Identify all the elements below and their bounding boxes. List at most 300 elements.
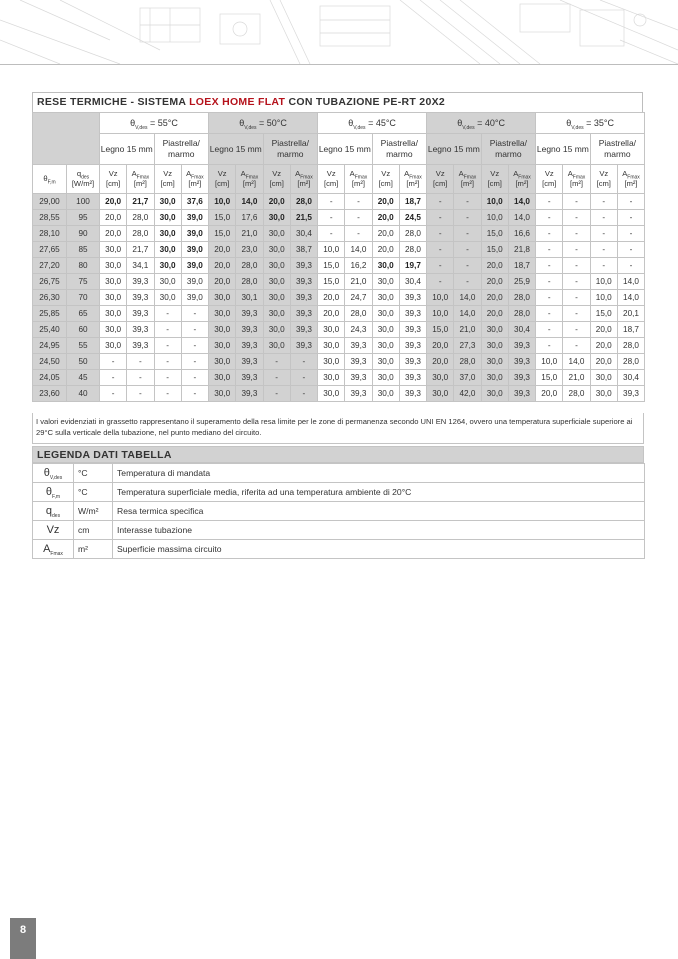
a-fmax-subscript: Fmax	[191, 174, 204, 181]
value-cell: 14,0	[508, 210, 535, 226]
q-des-cell: 60	[67, 322, 100, 338]
value-cell: -	[563, 242, 590, 258]
theta-fm-subscript: F,m	[47, 179, 56, 186]
value-cell: 30,4	[290, 226, 317, 242]
value-cell: 21,0	[236, 226, 263, 242]
value-cell: 20,0	[372, 194, 399, 210]
value-cell: 30,0	[154, 258, 181, 274]
a-fmax-unit: [m²]	[188, 179, 202, 188]
value-cell: 42,0	[454, 386, 481, 402]
value-cell: 30,0	[590, 370, 617, 386]
value-cell: 28,0	[236, 258, 263, 274]
vz-label: Vz	[490, 169, 500, 178]
value-cell: -	[454, 194, 481, 210]
theta-fm-symbol: θ	[43, 174, 48, 183]
value-cell: -	[318, 210, 345, 226]
floor-type-piastrella: Piastrella/ marmo	[263, 134, 318, 165]
value-cell: 10,0	[209, 194, 236, 210]
value-cell: -	[154, 354, 181, 370]
value-cell: -	[590, 194, 617, 210]
value-cell: 24,3	[345, 322, 372, 338]
table-row	[33, 322, 645, 338]
value-cell: 24,7	[345, 290, 372, 306]
a-fmax-header	[236, 165, 263, 194]
value-cell: -	[318, 194, 345, 210]
value-cell: 28,0	[399, 242, 426, 258]
value-cell: 39,3	[127, 338, 154, 354]
value-cell: 28,0	[454, 354, 481, 370]
legend-unit: °C	[74, 483, 113, 502]
a-fmax-symbol: A	[240, 169, 246, 178]
vz-unit: [cm]	[378, 179, 393, 188]
value-cell: 30,0	[372, 354, 399, 370]
vz-unit: [cm]	[542, 179, 557, 188]
units-header-row	[33, 165, 645, 194]
value-cell: -	[427, 226, 454, 242]
value-cell: 39,3	[290, 338, 317, 354]
value-cell: -	[536, 242, 563, 258]
value-cell: 17,6	[236, 210, 263, 226]
value-cell: 28,0	[617, 338, 644, 354]
title-highlight: LOEX HOME FLAT	[189, 96, 286, 108]
value-cell: 39,3	[236, 322, 263, 338]
value-cell: 30,0	[372, 370, 399, 386]
value-cell: 39,3	[399, 354, 426, 370]
value-cell: 37,0	[454, 370, 481, 386]
floor-type-piastrella: Piastrella/ marmo	[154, 134, 209, 165]
value-cell: -	[536, 338, 563, 354]
value-cell: -	[590, 226, 617, 242]
value-cell: 15,0	[209, 210, 236, 226]
vz-label: Vz	[217, 169, 227, 178]
vz-unit: [cm]	[105, 179, 121, 188]
table-row	[33, 274, 645, 290]
value-cell: -	[427, 194, 454, 210]
page-number: 8	[10, 918, 36, 959]
a-fmax-unit: [m²]	[406, 179, 420, 188]
legend-description: Temperatura di mandata	[113, 464, 645, 483]
value-cell: -	[563, 290, 590, 306]
vz-unit: [cm]	[433, 179, 448, 188]
theta-vdes-header	[536, 113, 645, 134]
theta-vdes-value: = 40°C	[474, 118, 505, 128]
value-cell: 30,0	[318, 370, 345, 386]
theta-vdes-symbol: θ	[239, 118, 245, 128]
value-cell: 20,0	[318, 306, 345, 322]
vz-unit: [cm]	[269, 179, 284, 188]
legend-row	[33, 464, 645, 483]
value-cell: 30,0	[263, 290, 290, 306]
value-cell: 30,0	[263, 258, 290, 274]
theta-fm-cell: 25,85	[33, 306, 67, 322]
value-cell: 39,3	[399, 386, 426, 402]
value-cell: -	[427, 242, 454, 258]
value-cell: -	[563, 226, 590, 242]
value-cell: -	[617, 258, 644, 274]
value-cell: 39,3	[290, 274, 317, 290]
value-cell: -	[536, 226, 563, 242]
legend-symbol: θ	[45, 486, 53, 498]
a-fmax-header	[454, 165, 481, 194]
value-cell: 28,0	[345, 306, 372, 322]
value-cell: 39,0	[181, 226, 208, 242]
theta-vdes-header	[100, 113, 209, 134]
a-fmax-symbol: A	[622, 169, 628, 178]
value-cell: -	[345, 194, 372, 210]
vz-label: Vz	[108, 169, 118, 178]
value-cell: 39,3	[290, 258, 317, 274]
legend-subscript: F,m	[52, 494, 61, 501]
value-cell: 39,0	[181, 210, 208, 226]
value-cell: 21,0	[563, 370, 590, 386]
value-cell: -	[563, 274, 590, 290]
value-cell: 30,0	[154, 226, 181, 242]
value-cell: 30,0	[209, 322, 236, 338]
legend-description: Interasse tubazione	[113, 521, 645, 540]
q-des-cell: 65	[67, 306, 100, 322]
a-fmax-unit: [m²]	[624, 179, 638, 188]
value-cell: -	[536, 258, 563, 274]
vz-header	[154, 165, 181, 194]
legend-symbol	[33, 464, 74, 483]
value-cell: -	[427, 274, 454, 290]
value-cell: -	[536, 194, 563, 210]
q-des-cell: 90	[67, 226, 100, 242]
value-cell: -	[563, 322, 590, 338]
value-cell: 30,0	[263, 338, 290, 354]
legend-row	[33, 483, 645, 502]
table-title	[32, 92, 643, 112]
value-cell: 39,3	[617, 386, 644, 402]
value-cell: -	[290, 370, 317, 386]
vz-header	[536, 165, 563, 194]
table-row	[33, 194, 645, 210]
value-cell: 30,0	[100, 322, 127, 338]
value-cell: -	[427, 210, 454, 226]
legend-row	[33, 540, 645, 559]
value-cell: 30,0	[263, 274, 290, 290]
legend-unit: cm	[74, 521, 113, 540]
value-cell: 20,0	[209, 242, 236, 258]
value-cell: -	[181, 338, 208, 354]
header-divider	[0, 64, 678, 65]
value-cell: -	[181, 354, 208, 370]
a-fmax-symbol: A	[349, 169, 355, 178]
value-cell: 23,0	[236, 242, 263, 258]
a-fmax-header	[290, 165, 317, 194]
theta-fm-cell: 26,75	[33, 274, 67, 290]
value-cell: 21,7	[127, 194, 154, 210]
q-des-cell: 85	[67, 242, 100, 258]
value-cell: 20,0	[100, 226, 127, 242]
value-cell: 10,0	[481, 210, 508, 226]
a-fmax-symbol: A	[458, 169, 464, 178]
a-fmax-symbol: A	[186, 169, 192, 178]
value-cell: 39,3	[399, 338, 426, 354]
value-cell: 30,4	[617, 370, 644, 386]
table-row	[33, 386, 645, 402]
q-des-cell: 95	[67, 210, 100, 226]
theta-fm-cell: 26,30	[33, 290, 67, 306]
value-cell: 39,3	[236, 370, 263, 386]
value-cell: 39,3	[508, 386, 535, 402]
theta-vdes-symbol: θ	[566, 118, 572, 128]
value-cell: 20,0	[372, 210, 399, 226]
vz-unit: [cm]	[324, 179, 339, 188]
value-cell: 18,7	[617, 322, 644, 338]
table-row	[33, 258, 645, 274]
a-fmax-header	[563, 165, 590, 194]
theta-fm-cell: 27,20	[33, 258, 67, 274]
a-fmax-subscript: Fmax	[354, 174, 368, 181]
value-cell: -	[563, 258, 590, 274]
value-cell: 39,3	[508, 354, 535, 370]
legend-symbol	[33, 502, 74, 521]
value-cell: 20,0	[209, 258, 236, 274]
value-cell: 30,0	[372, 338, 399, 354]
vz-label: Vz	[544, 169, 554, 178]
legend-unit: °C	[74, 464, 113, 483]
value-cell: 28,0	[563, 386, 590, 402]
value-cell: -	[454, 274, 481, 290]
value-cell: 20,0	[318, 290, 345, 306]
table-row	[33, 338, 645, 354]
vz-label: Vz	[163, 169, 173, 178]
value-cell: 18,7	[399, 194, 426, 210]
value-cell: -	[454, 242, 481, 258]
value-cell: 30,0	[481, 338, 508, 354]
value-cell: -	[263, 386, 290, 402]
value-cell: 30,4	[399, 274, 426, 290]
value-cell: 30,0	[100, 258, 127, 274]
value-cell: 30,0	[209, 354, 236, 370]
value-cell: 39,3	[399, 290, 426, 306]
value-cell: -	[181, 370, 208, 386]
table-row	[33, 226, 645, 242]
value-cell: 30,0	[100, 290, 127, 306]
value-cell: 20,1	[617, 306, 644, 322]
a-fmax-unit: [m²]	[569, 179, 584, 188]
value-cell: 30,0	[590, 386, 617, 402]
value-cell: 30,0	[481, 354, 508, 370]
value-cell: 20,0	[100, 210, 127, 226]
vz-label: Vz	[599, 169, 609, 178]
value-cell: 10,0	[536, 354, 563, 370]
legend-symbol: A	[43, 543, 51, 555]
value-cell: 14,0	[454, 306, 481, 322]
a-fmax-unit: [m²]	[460, 179, 474, 188]
theta-fm-cell: 23,60	[33, 386, 67, 402]
value-cell: 28,0	[617, 354, 644, 370]
a-fmax-subscript: Fmax	[463, 174, 477, 181]
bold-values-note: I valori evidenziati in grassetto rappresentano il superamento della resa limite per le zone di permanenza secondo UNI EN 1264, ovvero una temperatura superficiale superiore ai 29°C sulla verticale della tubazione, nel punto mediano del circuito.	[32, 413, 644, 444]
legend-row	[33, 521, 645, 540]
table-row	[33, 242, 645, 258]
value-cell: 39,0	[181, 258, 208, 274]
value-cell: -	[536, 322, 563, 338]
value-cell: -	[318, 226, 345, 242]
value-cell: 15,0	[481, 242, 508, 258]
value-cell: -	[617, 226, 644, 242]
legend-title: LEGENDA DATI TABELLA	[32, 446, 644, 463]
value-cell: 21,5	[290, 210, 317, 226]
value-cell: 20,0	[372, 242, 399, 258]
floor-type-legno: Legno 15 mm	[209, 134, 264, 165]
vz-unit: [cm]	[160, 179, 175, 188]
value-cell: 20,0	[481, 274, 508, 290]
theta-vdes-symbol: θ	[130, 118, 136, 128]
value-cell: 19,7	[399, 258, 426, 274]
a-fmax-header	[345, 165, 372, 194]
table-row	[33, 290, 645, 306]
value-cell: 14,0	[563, 354, 590, 370]
legend-description: Temperatura superficiale media, riferita ad una temperatura ambiente di 20°C	[113, 483, 645, 502]
theta-fm-header	[33, 165, 67, 194]
value-cell: -	[345, 226, 372, 242]
q-des-header	[67, 165, 100, 194]
legend-subscript: Fmax	[50, 551, 63, 558]
floor-type-legno: Legno 15 mm	[100, 134, 155, 165]
value-cell: 30,0	[209, 290, 236, 306]
value-cell: 15,0	[318, 258, 345, 274]
vz-unit: [cm]	[214, 179, 230, 188]
value-cell: 30,0	[154, 274, 181, 290]
q-des-subscript: des	[81, 174, 90, 181]
value-cell: -	[127, 354, 154, 370]
theta-vdes-symbol: θ	[348, 118, 354, 128]
q-des-cell: 100	[67, 194, 100, 210]
value-cell: 39,3	[508, 370, 535, 386]
value-cell: 14,0	[454, 290, 481, 306]
value-cell: 15,0	[590, 306, 617, 322]
value-cell: 20,0	[209, 274, 236, 290]
value-cell: 30,0	[372, 386, 399, 402]
a-fmax-unit: [m²]	[133, 179, 147, 188]
value-cell: 14,0	[345, 242, 372, 258]
legend-table	[32, 463, 645, 559]
vz-label: Vz	[381, 169, 391, 178]
a-fmax-symbol: A	[131, 169, 137, 178]
value-cell: 21,0	[454, 322, 481, 338]
value-cell: -	[127, 386, 154, 402]
value-cell: 18,7	[508, 258, 535, 274]
value-cell: 30,0	[100, 306, 127, 322]
value-cell: 10,0	[318, 242, 345, 258]
value-cell: 30,0	[372, 306, 399, 322]
value-cell: 20,0	[427, 354, 454, 370]
value-cell: 28,0	[127, 210, 154, 226]
value-cell: 30,0	[481, 370, 508, 386]
value-cell: 10,0	[427, 306, 454, 322]
value-cell: -	[181, 322, 208, 338]
table-row	[33, 210, 645, 226]
value-cell: 10,0	[590, 274, 617, 290]
a-fmax-header	[181, 165, 208, 194]
a-fmax-header	[127, 165, 154, 194]
value-cell: -	[263, 354, 290, 370]
value-cell: -	[563, 306, 590, 322]
value-cell: 20,0	[590, 354, 617, 370]
legend-symbol	[33, 521, 74, 540]
value-cell: 24,5	[399, 210, 426, 226]
title-suffix: CON TUBAZIONE PE-RT 20X2	[285, 96, 446, 108]
value-cell: 28,0	[508, 306, 535, 322]
value-cell: 30,0	[318, 354, 345, 370]
vz-label: Vz	[435, 169, 445, 178]
header-architectural-drawing	[0, 0, 678, 66]
value-cell: 39,3	[236, 354, 263, 370]
theta-header-row	[33, 113, 645, 134]
value-cell: 25,9	[508, 274, 535, 290]
value-cell: -	[563, 210, 590, 226]
value-cell: 30,0	[427, 370, 454, 386]
theta-fm-cell: 29,00	[33, 194, 67, 210]
a-fmax-unit: [m²]	[351, 179, 365, 188]
theta-vdes-subscript: V,des	[353, 124, 366, 131]
value-cell: 39,3	[399, 370, 426, 386]
value-cell: 30,0	[209, 386, 236, 402]
value-cell: -	[290, 354, 317, 370]
value-cell: 10,0	[590, 290, 617, 306]
value-cell: 28,0	[236, 274, 263, 290]
table-row	[33, 306, 645, 322]
value-cell: -	[617, 242, 644, 258]
value-cell: -	[454, 210, 481, 226]
a-fmax-header	[399, 165, 426, 194]
a-fmax-header	[508, 165, 535, 194]
value-cell: -	[154, 386, 181, 402]
floor-header-row	[33, 134, 645, 165]
value-cell: 30,0	[154, 194, 181, 210]
legend-symbol: Vz	[46, 524, 60, 536]
vz-unit: [cm]	[487, 179, 502, 188]
value-cell: 39,3	[127, 290, 154, 306]
value-cell: 39,3	[236, 338, 263, 354]
value-cell: 39,3	[236, 386, 263, 402]
value-cell: 30,0	[481, 386, 508, 402]
theta-fm-cell: 27,65	[33, 242, 67, 258]
q-des-symbol: q	[76, 169, 82, 178]
q-des-unit: [W/m²]	[71, 179, 95, 188]
value-cell: 10,0	[481, 194, 508, 210]
value-cell: 30,0	[209, 338, 236, 354]
value-cell: 20,0	[372, 226, 399, 242]
theta-vdes-header	[318, 113, 427, 134]
theta-vdes-subscript: V,des	[462, 124, 475, 131]
value-cell: -	[127, 370, 154, 386]
value-cell: 30,0	[318, 386, 345, 402]
value-cell: -	[154, 322, 181, 338]
value-cell: -	[536, 274, 563, 290]
value-cell: 20,0	[536, 386, 563, 402]
value-cell: 28,0	[127, 226, 154, 242]
value-cell: 39,3	[290, 306, 317, 322]
floor-type-piastrella: Piastrella/ marmo	[590, 134, 645, 165]
value-cell: 39,0	[181, 242, 208, 258]
vz-header	[590, 165, 617, 194]
value-cell: 20,0	[590, 338, 617, 354]
value-cell: -	[617, 194, 644, 210]
value-cell: 39,3	[399, 322, 426, 338]
value-cell: 30,0	[481, 322, 508, 338]
value-cell: -	[263, 370, 290, 386]
value-cell: -	[100, 354, 127, 370]
legend-unit: W/m²	[74, 502, 113, 521]
value-cell: -	[590, 258, 617, 274]
value-cell: -	[427, 258, 454, 274]
value-cell: 39,3	[345, 354, 372, 370]
value-cell: 30,0	[427, 386, 454, 402]
